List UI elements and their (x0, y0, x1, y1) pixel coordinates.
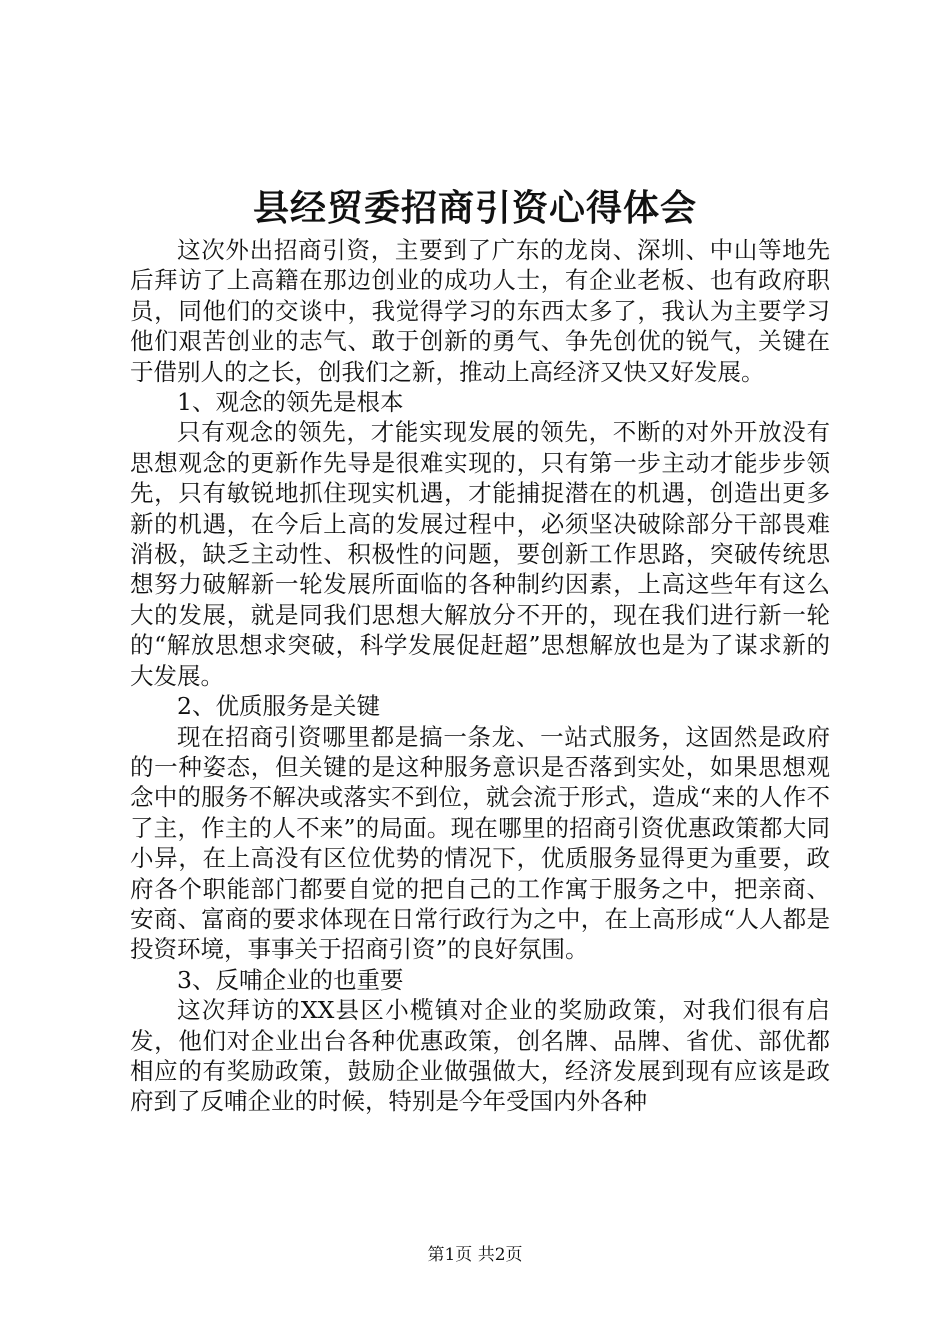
document-title: 县经贸委招商引资心得体会 (252, 187, 697, 229)
document-body (130, 235, 830, 1117)
section-heading-3: 3、反哺企业的也重要 (177, 965, 404, 994)
paragraph-section-2: 现在招商引资哪里都是搞一条龙、一站式服务，这固然是政府的一种姿态，但关键的是这种服务意识是否落到实处，如果思想观念中的服务不解决或落实不到位，就会流于形式，造成“来的人作不了主，作主的人不来”的局面。现在哪里的招商引资优惠政策都大同小异，在上高没有区位优势的情况下，优质服务显得更为重要，政府各个职能部门都要自觉的把自己的工作寓于服务之中，把亲商、安商、富商的要求体现在日常行政行为之中，在上高形成“人人都是投资环境，事事关于招商引资”的良好氛围。 (130, 722, 830, 964)
page-footer: 第1页 共2页 (427, 1245, 523, 1265)
paragraph-section-3: 这次拜访的XX县区小榄镇对企业的奖励政策，对我们很有启发，他们对企业出台各种优惠政策，创名牌、品牌、省优、部优都相应的有奖励政策，鼓励企业做强做大，经济发展到现有应该是政府到了反哺企业的时候，特别是今年受国内外各种 (130, 996, 830, 1116)
section-heading-2: 2、优质服务是关键 (177, 692, 380, 721)
section-heading-1: 1、观念的领先是根本 (177, 388, 404, 417)
paragraph-intro: 这次外出招商引资，主要到了广东的龙岗、深圳、中山等地先后拜访了上高籍在那边创业的成功人士，有企业老板、也有政府职员，同他们的交谈中，我觉得学习的东西太多了，我认为主要学习他们艰苦创业的志气、敢于创新的勇气、争先创优的锐气，关键在于借别人的之长，创我们之新，推动上高经济又快又好发展。 (130, 236, 830, 386)
paragraph-section-1: 只有观念的领先，才能实现发展的领先，不断的对外开放没有思想观念的更新作先导是很难实现的，只有第一步主动才能步步领先，只有敏锐地抓住现实机遇，才能捕捉潜在的机遇，创造出更多新的机遇，在今后上高的发展过程中，必须坚决破除部分干部畏难消极，缺乏主动性、积极性的问题，要创新工作思路，突破传统思想努力破解新一轮发展所面临的各种制约因素，上高这些年有这么大的发展，就是同我们思想大解放分不开的，现在我们进行新一轮的“解放思想求突破，科学发展促赶超”思想解放也是为了谋求新的大发展。 (130, 418, 830, 690)
